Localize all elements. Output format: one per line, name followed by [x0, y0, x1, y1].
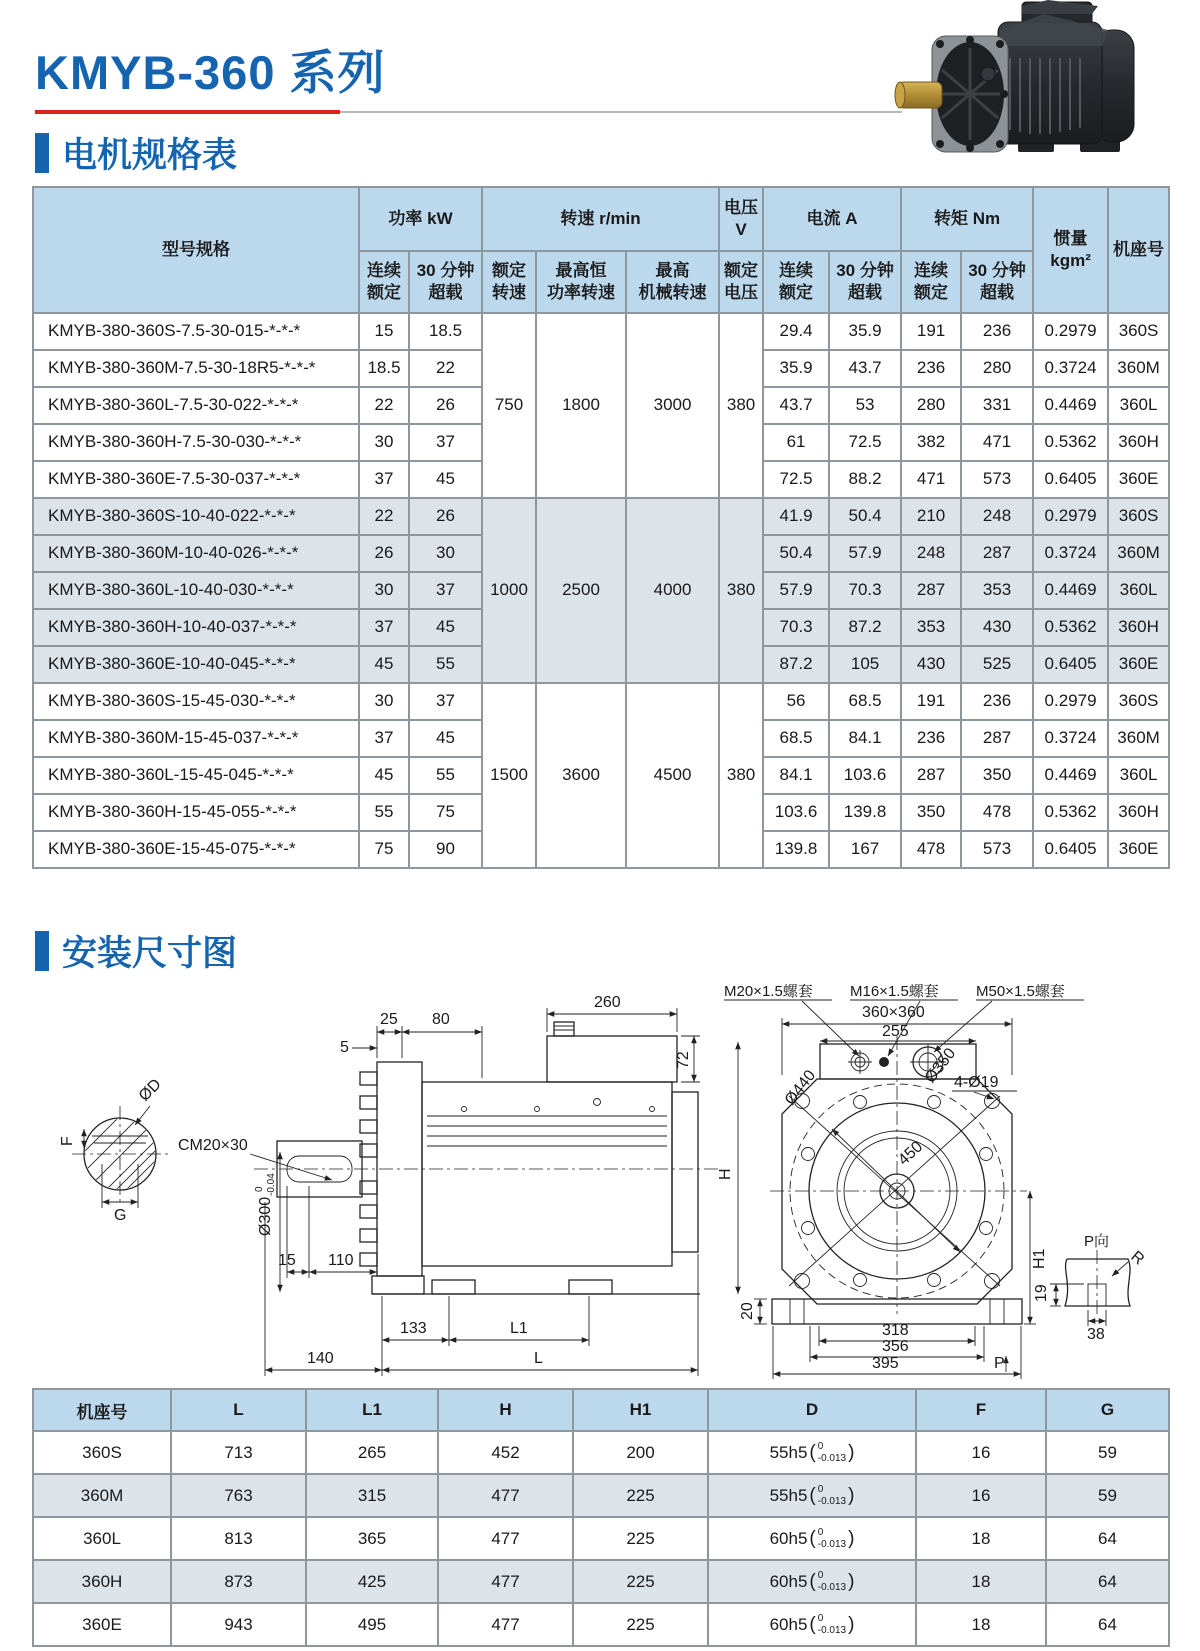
spec-cell: 68.5: [829, 683, 901, 720]
spec-cell: 248: [901, 535, 961, 572]
spec-cell: 43.7: [829, 350, 901, 387]
model-cell: KMYB-380-360E-10-40-045-*-*-*: [33, 646, 359, 683]
col-current: 电流 A: [763, 187, 901, 251]
spec-cell: 478: [901, 831, 961, 868]
spec-cell: 26: [409, 498, 482, 535]
motor-illustration: [895, 0, 1134, 152]
spec-cell: 360L: [1108, 757, 1169, 794]
spec-cell: 0.3724: [1033, 720, 1108, 757]
dimension-drawing: [32, 984, 1168, 1384]
spec-cell: 0.2979: [1033, 313, 1108, 350]
spec-cell: 0.4469: [1033, 572, 1108, 609]
dims-cell: 360E: [33, 1603, 171, 1646]
motor-side-view: [178, 994, 738, 1376]
spec-cell: 75: [359, 831, 409, 868]
spec-cell: 360S: [1108, 683, 1169, 720]
spec-cell: 84.1: [763, 757, 829, 794]
dim-450: 450: [895, 1138, 927, 1169]
col-rated-speed: 额定 转速: [482, 251, 536, 313]
model-cell: KMYB-380-360S-10-40-022-*-*-*: [33, 498, 359, 535]
motor-photo: [872, 0, 1142, 160]
dims-row: [33, 1560, 1169, 1603]
dims-row: [33, 1517, 1169, 1560]
dims-cell: 943: [171, 1603, 306, 1646]
merged-voltage: 380: [719, 683, 763, 868]
spec-cell: 287: [961, 720, 1033, 757]
dims-cell: 360S: [33, 1431, 171, 1474]
col-voltage: 电压 V: [719, 187, 763, 251]
dims-cell: 59: [1046, 1474, 1169, 1517]
spec-cell: 0.6405: [1033, 646, 1108, 683]
spec-cell: 360H: [1108, 424, 1169, 461]
spec-cell: 43.7: [763, 387, 829, 424]
dim-shaft-f: F: [59, 1136, 76, 1146]
section-bar-icon: [35, 133, 49, 173]
spec-cell: 55: [359, 794, 409, 831]
col-current-ovl: 30 分钟 超载: [829, 251, 901, 313]
spec-cell: 18.5: [409, 313, 482, 350]
spec-cell: 525: [961, 646, 1033, 683]
spec-cell: 0.3724: [1033, 350, 1108, 387]
col-torque-ovl: 30 分钟 超载: [961, 251, 1033, 313]
dims-cell: 315: [306, 1474, 438, 1517]
spec-cell: 30: [409, 535, 482, 572]
spec-cell: 350: [901, 794, 961, 831]
spec-cell: 30: [359, 572, 409, 609]
dims-cell-D: 60h5 ( 0 -0.013 ): [708, 1560, 916, 1603]
col-current-cont: 连续 额定: [763, 251, 829, 313]
spec-row: [33, 683, 1169, 720]
dim-140: 140: [307, 1350, 334, 1367]
dims-cell: 18: [916, 1517, 1046, 1560]
spec-cell: 360M: [1108, 535, 1169, 572]
col-D: D: [708, 1389, 916, 1431]
col-power-ovl: 30 分钟 超载: [409, 251, 482, 313]
model-cell: KMYB-380-360S-15-45-030-*-*-*: [33, 683, 359, 720]
spec-cell: 382: [901, 424, 961, 461]
spec-cell: 18.5: [359, 350, 409, 387]
dims-cell: 64: [1046, 1603, 1169, 1646]
merged-rated-speed: 1500: [482, 683, 536, 868]
col-max-const-power-speed: 最高恒 功率转速: [536, 251, 626, 313]
spec-cell: 72.5: [763, 461, 829, 498]
section-title: 安装尺寸图: [62, 934, 238, 973]
spec-cell: 360E: [1108, 646, 1169, 683]
spec-cell: 280: [901, 387, 961, 424]
spec-cell: 45: [409, 609, 482, 646]
spec-cell: 360E: [1108, 831, 1169, 868]
spec-cell: 70.3: [763, 609, 829, 646]
dims-cell: 360L: [33, 1517, 171, 1560]
dim-h1: H1: [1031, 1248, 1048, 1269]
col-inertia: 惯量 kgm²: [1033, 187, 1108, 313]
p-view-detail: [1033, 1233, 1147, 1343]
col-L1: L1: [306, 1389, 438, 1431]
spec-cell: 280: [961, 350, 1033, 387]
spec-cell: 53: [829, 387, 901, 424]
dim-cm20x30: CM20×30: [178, 1137, 248, 1154]
dims-cell-D: 60h5 ( 0 -0.013 ): [708, 1603, 916, 1646]
spec-cell: 287: [901, 572, 961, 609]
spec-cell: 353: [901, 609, 961, 646]
model-cell: KMYB-380-360L-7.5-30-022-*-*-*: [33, 387, 359, 424]
dims-cell: 477: [438, 1474, 573, 1517]
spec-cell: 350: [961, 757, 1033, 794]
dim-h: H: [717, 1168, 734, 1180]
section-title: 电机规格表: [62, 136, 238, 175]
spec-cell: 360S: [1108, 498, 1169, 535]
spec-table: [32, 186, 1170, 869]
spec-cell: 88.2: [829, 461, 901, 498]
spec-cell: 22: [359, 387, 409, 424]
col-power: 功率 kW: [359, 187, 482, 251]
spec-cell: 37: [359, 720, 409, 757]
spec-cell: 37: [359, 461, 409, 498]
dims-cell-D: 55h5 ( 0 -0.013 ): [708, 1474, 916, 1517]
merged-rated-speed: 1000: [482, 498, 536, 683]
col-frame-no: 机座号: [33, 1389, 171, 1431]
spec-cell: 573: [961, 831, 1033, 868]
frame-dimension-table: [32, 1388, 1170, 1647]
dim-255: 255: [882, 1023, 909, 1040]
merged-max-mech-speed: 3000: [626, 313, 719, 498]
spec-cell: 87.2: [829, 609, 901, 646]
dims-cell: 64: [1046, 1560, 1169, 1603]
dim-300: Ø300: [257, 1196, 274, 1236]
spec-cell: 61: [763, 424, 829, 461]
spec-cell: 75: [409, 794, 482, 831]
dims-cell: 64: [1046, 1517, 1169, 1560]
merged-voltage: 380: [719, 498, 763, 683]
dims-row: [33, 1474, 1169, 1517]
spec-cell: 360H: [1108, 609, 1169, 646]
title-rule-red: [35, 110, 340, 114]
spec-cell: 360S: [1108, 313, 1169, 350]
spec-cell: 248: [961, 498, 1033, 535]
col-L: L: [171, 1389, 306, 1431]
dim-110: 110: [328, 1252, 354, 1269]
dims-cell: 365: [306, 1517, 438, 1560]
spec-cell: 55: [409, 646, 482, 683]
spec-cell: 0.6405: [1033, 461, 1108, 498]
dims-cell: 59: [1046, 1431, 1169, 1474]
spec-cell: 331: [961, 387, 1033, 424]
spec-cell: 0.5362: [1033, 424, 1108, 461]
merged-max-const-power-speed: 2500: [536, 498, 626, 683]
merged-rated-speed: 750: [482, 313, 536, 498]
col-H: H: [438, 1389, 573, 1431]
dims-cell: 225: [573, 1560, 708, 1603]
dims-row: [33, 1603, 1169, 1646]
dims-cell: 360M: [33, 1474, 171, 1517]
dim-shaft-g: G: [114, 1207, 127, 1224]
model-cell: KMYB-380-360L-15-45-045-*-*-*: [33, 757, 359, 794]
spec-cell: 68.5: [763, 720, 829, 757]
page-title: KMYB-360 系列: [35, 46, 386, 99]
dims-cell: 713: [171, 1431, 306, 1474]
spec-cell: 287: [901, 757, 961, 794]
spec-cell: 360L: [1108, 387, 1169, 424]
dims-cell: 18: [916, 1560, 1046, 1603]
spec-cell: 360M: [1108, 350, 1169, 387]
dim-l1: L1: [510, 1320, 528, 1337]
col-rated-voltage: 额定 电压: [719, 251, 763, 313]
spec-cell: 236: [961, 313, 1033, 350]
dims-cell: 225: [573, 1603, 708, 1646]
dim-440: Ø440: [781, 1067, 820, 1109]
spec-cell: 37: [409, 424, 482, 461]
spec-cell: 15: [359, 313, 409, 350]
dims-cell: 18: [916, 1603, 1046, 1646]
dims-cell: 477: [438, 1517, 573, 1560]
spec-cell: 70.3: [829, 572, 901, 609]
spec-cell: 287: [961, 535, 1033, 572]
section-header-spec: [35, 128, 237, 178]
section-header-dimensions: [35, 926, 237, 976]
spec-cell: 37: [409, 683, 482, 720]
spec-cell: 55: [409, 757, 482, 794]
spec-cell: 84.1: [829, 720, 901, 757]
model-cell: KMYB-380-360E-15-45-075-*-*-*: [33, 831, 359, 868]
dim-19: 19: [1033, 1284, 1050, 1302]
dim-318: 318: [882, 1322, 909, 1339]
label-m20: M20×1.5螺套: [724, 984, 813, 1000]
spec-cell: 191: [901, 313, 961, 350]
spec-cell: 191: [901, 683, 961, 720]
spec-cell: 139.8: [763, 831, 829, 868]
dim-350: Ø350: [921, 1045, 960, 1087]
spec-cell: 573: [961, 461, 1033, 498]
dims-cell: 16: [916, 1431, 1046, 1474]
spec-header-row-1: [33, 187, 1169, 251]
spec-cell: 90: [409, 831, 482, 868]
label-p-view: P向: [1084, 1233, 1110, 1250]
spec-cell: 360M: [1108, 720, 1169, 757]
dim-l: L: [534, 1350, 543, 1367]
dims-cell: 225: [573, 1517, 708, 1560]
model-cell: KMYB-380-360H-7.5-30-030-*-*-*: [33, 424, 359, 461]
dim-4xd19: 4-Ø19: [954, 1074, 999, 1091]
col-max-mech-speed: 最高 机械转速: [626, 251, 719, 313]
dim-72: 72: [675, 1051, 692, 1069]
dims-cell: 200: [573, 1431, 708, 1474]
dim-300-tol-bot: -0.04: [266, 1173, 277, 1196]
spec-cell: 45: [409, 461, 482, 498]
spec-cell: 37: [409, 572, 482, 609]
dim-shaft-d: ØD: [135, 1075, 165, 1105]
dims-cell: 452: [438, 1431, 573, 1474]
spec-cell: 22: [409, 350, 482, 387]
dim-20: 20: [739, 1302, 756, 1320]
spec-cell: 210: [901, 498, 961, 535]
model-cell: KMYB-380-360H-10-40-037-*-*-*: [33, 609, 359, 646]
col-G: G: [1046, 1389, 1169, 1431]
col-frame: 机座号: [1108, 187, 1169, 313]
model-cell: KMYB-380-360L-10-40-030-*-*-*: [33, 572, 359, 609]
dim-260: 260: [594, 994, 621, 1011]
spec-cell: 56: [763, 683, 829, 720]
dims-cell: 360H: [33, 1560, 171, 1603]
spec-cell: 471: [961, 424, 1033, 461]
spec-cell: 30: [359, 424, 409, 461]
spec-cell: 0.4469: [1033, 757, 1108, 794]
spec-cell: 26: [359, 535, 409, 572]
spec-cell: 471: [901, 461, 961, 498]
merged-max-const-power-speed: 1800: [536, 313, 626, 498]
model-cell: KMYB-380-360M-10-40-026-*-*-*: [33, 535, 359, 572]
dim-395: 395: [872, 1355, 899, 1372]
spec-cell: 57.9: [763, 572, 829, 609]
spec-cell: 0.2979: [1033, 498, 1108, 535]
spec-cell: 45: [409, 720, 482, 757]
spec-cell: 236: [901, 350, 961, 387]
spec-cell: 236: [901, 720, 961, 757]
col-torque-cont: 连续 额定: [901, 251, 961, 313]
dim-38: 38: [1087, 1326, 1105, 1343]
col-power-cont: 连续 额定: [359, 251, 409, 313]
dims-cell: 477: [438, 1560, 573, 1603]
label-p: P: [994, 1355, 1005, 1372]
model-cell: KMYB-380-360E-7.5-30-037-*-*-*: [33, 461, 359, 498]
dim-25: 25: [380, 1011, 398, 1028]
dims-cell: 16: [916, 1474, 1046, 1517]
dims-row: [33, 1431, 1169, 1474]
dims-cell: 813: [171, 1517, 306, 1560]
label-m50: M50×1.5螺套: [976, 984, 1065, 1000]
spec-row: [33, 313, 1169, 350]
section-bar-icon: [35, 931, 49, 971]
spec-cell: 0.5362: [1033, 609, 1108, 646]
spec-cell: 103.6: [829, 757, 901, 794]
spec-cell: 41.9: [763, 498, 829, 535]
dim-356: 356: [882, 1338, 909, 1355]
spec-cell: 50.4: [763, 535, 829, 572]
spec-cell: 35.9: [829, 313, 901, 350]
spec-cell: 29.4: [763, 313, 829, 350]
spec-cell: 0.5362: [1033, 794, 1108, 831]
spec-cell: 360H: [1108, 794, 1169, 831]
spec-cell: 0.4469: [1033, 387, 1108, 424]
dims-cell: 265: [306, 1431, 438, 1474]
spec-row: [33, 498, 1169, 535]
spec-cell: 360L: [1108, 572, 1169, 609]
spec-cell: 30: [359, 683, 409, 720]
dims-cell: 873: [171, 1560, 306, 1603]
model-cell: KMYB-380-360M-15-45-037-*-*-*: [33, 720, 359, 757]
spec-cell: 50.4: [829, 498, 901, 535]
spec-cell: 0.6405: [1033, 831, 1108, 868]
col-model: 型号规格: [33, 187, 359, 313]
spec-cell: 236: [961, 683, 1033, 720]
spec-cell: 0.3724: [1033, 535, 1108, 572]
dims-cell: 225: [573, 1474, 708, 1517]
dims-cell: 763: [171, 1474, 306, 1517]
col-H1: H1: [573, 1389, 708, 1431]
dim-133: 133: [400, 1320, 427, 1337]
spec-cell: 139.8: [829, 794, 901, 831]
spec-cell: 72.5: [829, 424, 901, 461]
spec-cell: 22: [359, 498, 409, 535]
dims-header-row: [33, 1389, 1169, 1431]
spec-cell: 35.9: [763, 350, 829, 387]
spec-cell: 103.6: [763, 794, 829, 831]
dims-cell: 425: [306, 1560, 438, 1603]
shaft-section-detail: [59, 1076, 192, 1224]
model-cell: KMYB-380-360S-7.5-30-015-*-*-*: [33, 313, 359, 350]
dims-cell-D: 60h5 ( 0 -0.013 ): [708, 1517, 916, 1560]
spec-cell: 37: [359, 609, 409, 646]
merged-max-const-power-speed: 3600: [536, 683, 626, 868]
spec-cell: 45: [359, 646, 409, 683]
dim-80: 80: [432, 1011, 450, 1028]
col-speed: 转速 r/min: [482, 187, 719, 251]
spec-cell: 167: [829, 831, 901, 868]
dims-cell: 477: [438, 1603, 573, 1646]
spec-cell: 360E: [1108, 461, 1169, 498]
dim-15: 15: [278, 1252, 296, 1269]
dim-r: R: [1127, 1248, 1148, 1269]
spec-cell: 87.2: [763, 646, 829, 683]
dim-300-tol-top: 0: [254, 1186, 265, 1192]
spec-cell: 105: [829, 646, 901, 683]
dim-360x360: 360×360: [862, 1004, 925, 1021]
dims-cell-D: 55h5 ( 0 -0.013 ): [708, 1431, 916, 1474]
spec-cell: 26: [409, 387, 482, 424]
merged-max-mech-speed: 4500: [626, 683, 719, 868]
merged-voltage: 380: [719, 313, 763, 498]
dims-cell: 495: [306, 1603, 438, 1646]
title-rule-gray: [340, 111, 902, 113]
col-F: F: [916, 1389, 1046, 1431]
spec-cell: 353: [961, 572, 1033, 609]
label-m16: M16×1.5螺套: [850, 984, 939, 1000]
model-cell: KMYB-380-360M-7.5-30-18R5-*-*-*: [33, 350, 359, 387]
col-torque: 转矩 Nm: [901, 187, 1033, 251]
motor-front-view: [724, 984, 1084, 1379]
spec-cell: 430: [901, 646, 961, 683]
model-cell: KMYB-380-360H-15-45-055-*-*-*: [33, 794, 359, 831]
spec-cell: 57.9: [829, 535, 901, 572]
spec-cell: 45: [359, 757, 409, 794]
spec-cell: 0.2979: [1033, 683, 1108, 720]
spec-cell: 430: [961, 609, 1033, 646]
spec-cell: 478: [961, 794, 1033, 831]
dim-5: 5: [340, 1039, 349, 1056]
merged-max-mech-speed: 4000: [626, 498, 719, 683]
